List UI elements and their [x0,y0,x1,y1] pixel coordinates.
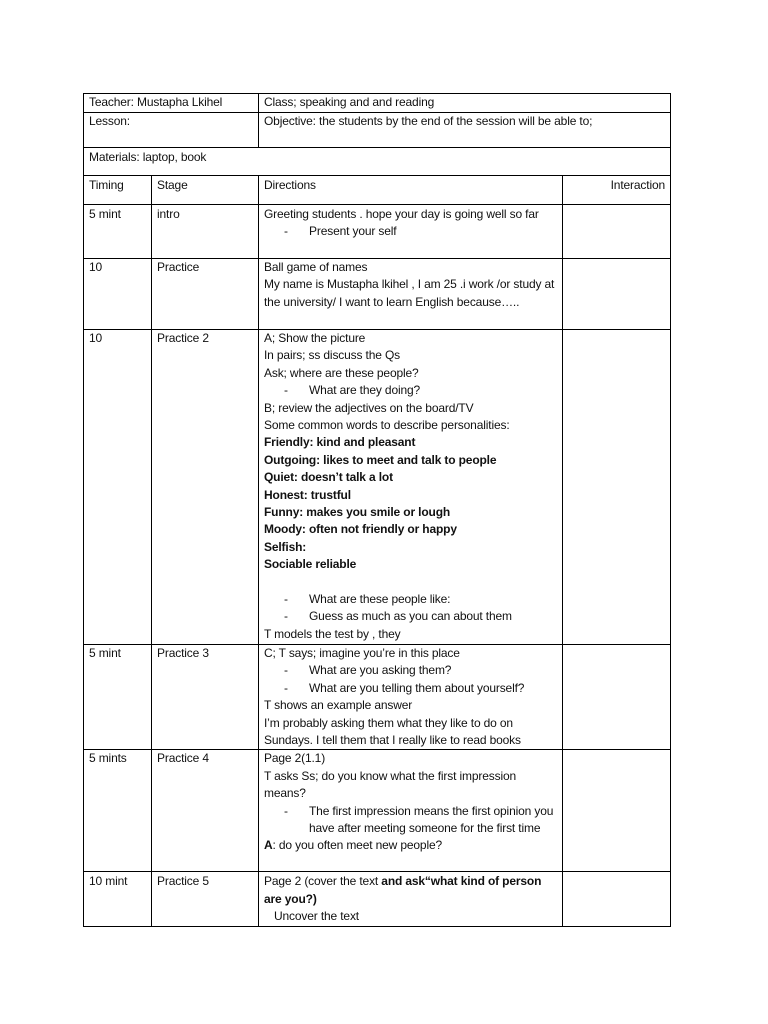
direction-line: Ask; where are these people? [264,365,419,380]
table-row [84,645,671,750]
teacher-class-row [84,94,671,113]
materials-row [84,148,671,176]
bullet-item [264,803,557,838]
timing-cell: 5 mint [84,645,152,750]
direction-line: T models the test by , they [264,626,401,641]
timing-cell: 10 mint [84,872,152,926]
blank-line [264,574,557,591]
directions-cell [259,259,563,330]
bold-label: A [264,838,273,853]
direction-line [264,837,557,854]
dash-bullet-icon: - [284,592,288,607]
lesson-cell: Lesson: [84,113,259,148]
directions-header: Directions [259,176,563,205]
interaction-cell [563,750,671,872]
lesson-objective-row [84,113,671,148]
stage-cell: Practice 4 [152,750,259,872]
direction-line: C; T says; imagine you’re in this place [264,646,460,660]
interaction-cell [563,645,671,750]
bullet-text: What are they doing? [309,383,421,398]
timing-cell: 5 mints [84,750,152,872]
table-row [84,259,671,330]
interaction-cell [563,330,671,645]
directions-cell [259,750,563,872]
timing-cell: 10 [84,330,152,645]
adjective-line: Selfish: [264,539,307,554]
direction-text: : do you often meet new people? [272,838,443,853]
bullet-text: What are you asking them? [309,663,452,678]
interaction-header: Interaction [563,176,671,205]
objective-cell: Objective: the students by the end of the session will be able to; [259,113,671,148]
directions-cell [259,330,563,645]
stage-header: Stage [152,176,259,205]
dash-bullet-icon: - [284,224,288,239]
table-row [84,205,671,259]
bullet-text: Guess as much as you can about them [309,609,512,624]
direction-line: Uncover the text [274,909,359,924]
directions-cell [259,205,563,259]
dash-bullet-icon: - [284,803,288,818]
bullet-text: Present your self [309,224,397,239]
bullet-text: What are these people like: [309,592,451,607]
adjective-line: Sociable reliable [264,557,357,572]
dash-bullet-icon: - [284,663,288,678]
table-row [84,750,671,872]
bullet-item [264,608,557,625]
stage-cell: intro [152,205,259,259]
table-row [84,330,671,645]
directions-cell [259,872,563,926]
bullet-item [264,662,557,679]
direction-line: I’m probably asking them what they like to do on Sundays. I tell them that I really like to read books [264,715,521,748]
interaction-cell [563,259,671,330]
direction-line: T asks Ss; do you know what the first impression means? [264,768,517,801]
bullet-item [264,591,557,608]
table-row [84,872,671,926]
adjective-line: Friendly: kind and pleasant [264,435,416,450]
timing-cell: 10 [84,259,152,330]
dash-bullet-icon: - [284,609,288,624]
interaction-cell [563,872,671,926]
adjective-line: Quiet: doesn’t talk a lot [264,470,393,485]
bold-text: and ask“what kind of person are you?) [264,874,542,906]
adjective-line: Outgoing: likes to meet and talk to people [264,452,497,467]
direction-line: Some common words to describe personalities: [264,418,510,433]
class-cell: Class; speaking and and reading [259,94,671,113]
dash-bullet-icon: - [284,383,288,398]
direction-line: A; Show the picture [264,331,366,345]
direction-line: Greeting students . hope your day is going well so far [264,207,539,221]
direction-line: My name is Mustapha lkihel , I am 25 .i work /or study at the university/ I want to learn English because….. [264,277,555,309]
dash-bullet-icon: - [284,680,288,695]
direction-line: B; review the adjectives on the board/TV [264,400,474,415]
direction-text: Page 2 (cover the text [264,874,382,889]
materials-cell: Materials: laptop, book [84,148,671,176]
direction-line: Ball game of names [264,260,368,274]
direction-line [264,873,557,908]
timing-cell: 5 mint [84,205,152,259]
timing-header: Timing [84,176,152,205]
adjective-line: Honest: trustful [264,487,351,502]
adjective-line: Funny: makes you smile or lough [264,505,451,520]
bullet-text: The first impression means the first opinion you have after meeting someone for the first time [309,803,554,836]
stage-cell: Practice 2 [152,330,259,645]
stage-cell: Practice 3 [152,645,259,750]
teacher-cell: Teacher: Mustapha Lkihel [84,94,259,113]
direction-line: T shows an example answer [264,698,413,713]
bullet-text: What are you telling them about yourself? [309,680,525,695]
adjective-line: Moody: often not friendly or happy [264,522,457,537]
bullet-item [264,223,557,240]
bullet-item [264,680,557,697]
column-header-row [84,176,671,205]
stage-cell: Practice [152,259,259,330]
lesson-plan-table [83,93,671,927]
direction-line: Page 2(1.1) [264,751,326,766]
stage-cell: Practice 5 [152,872,259,926]
bullet-item [264,382,557,399]
interaction-cell [563,205,671,259]
direction-line: In pairs; ss discuss the Qs [264,348,401,363]
directions-cell [259,645,563,750]
